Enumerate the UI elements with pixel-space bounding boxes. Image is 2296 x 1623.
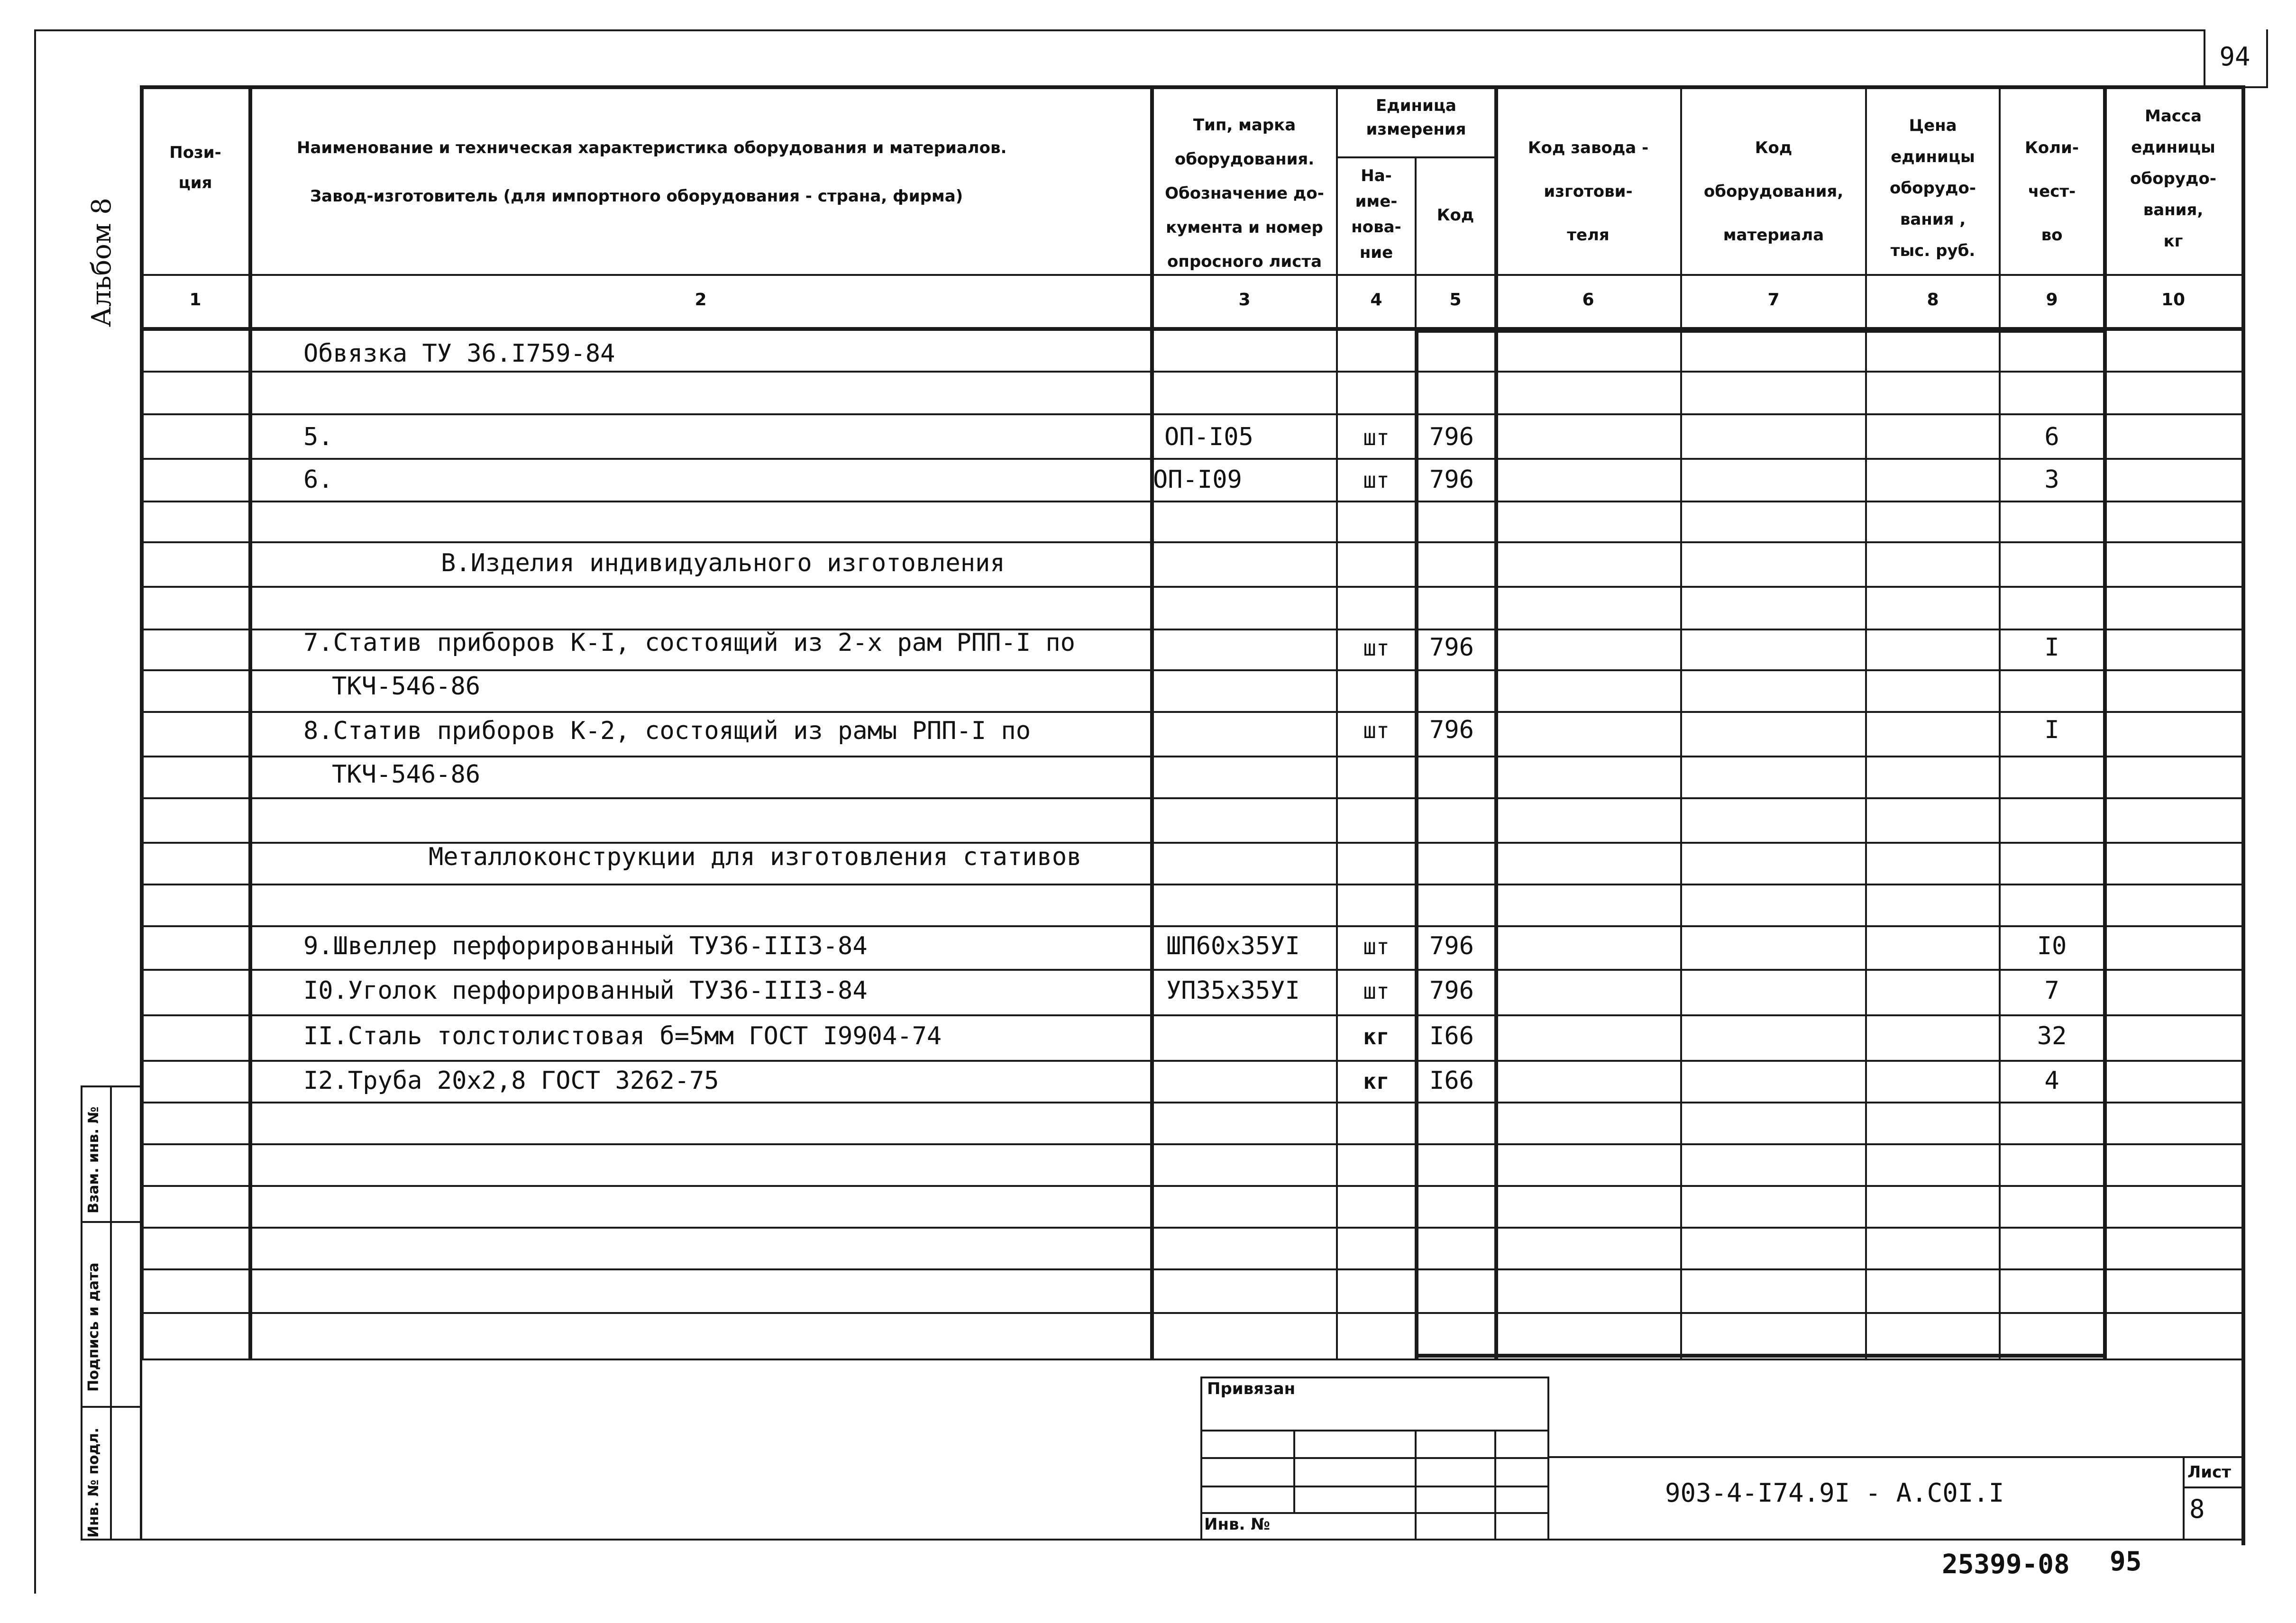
row-code-6: 796 — [1429, 716, 1474, 744]
album-label: Альбом 8 — [86, 198, 117, 327]
row-line — [140, 541, 2245, 543]
row-name-1: 5. — [303, 423, 333, 451]
row-unit-6: шт — [1363, 718, 1390, 743]
row-type-9: ШП60х35УI — [1166, 932, 1300, 960]
row-line — [140, 756, 2245, 757]
col-line-7 — [1865, 85, 1867, 1360]
table-right-border — [2241, 85, 2245, 1545]
row-line — [140, 1014, 2245, 1016]
row-name-8: Металлоконструкции для изготовления стативов — [429, 843, 1082, 871]
row-code-11: I66 — [1429, 1022, 1474, 1050]
row-qty-2: 3 — [2044, 465, 2059, 494]
header-plant-code: Код завода - изготови- теля — [1528, 138, 1649, 245]
row-line — [140, 586, 2245, 588]
side-stamp-divider-1 — [81, 1221, 142, 1223]
col-line-6 — [1680, 85, 1682, 1360]
inventory-label: Инв. № — [1204, 1515, 1271, 1534]
row-type-10: УП35х35УI — [1166, 976, 1300, 1005]
row-name-6: 8.Статив приборов К-2, состоящий из рамы РПП-I по — [303, 717, 1031, 745]
header-unit-name: На- име- нова- ние — [1351, 166, 1401, 262]
bound-vline-2 — [1415, 1430, 1417, 1541]
header-mass: Масса единицы оборудо- вания, кг — [2130, 107, 2216, 251]
row-qty-12: 4 — [2044, 1067, 2059, 1095]
sheet-box-left — [2183, 1456, 2185, 1541]
row-qty-6: I — [2044, 716, 2059, 744]
row-line — [140, 413, 2245, 415]
row-qty-4: I — [2044, 633, 2059, 662]
row-unit-4: шт — [1363, 635, 1390, 661]
col-line-5 — [1494, 85, 1498, 1360]
row-name-7: ТКЧ-546-86 — [332, 760, 481, 789]
row-name-9: 9.Швеллер перфорированный ТУ36-III3-84 — [303, 932, 868, 960]
colnum-7: 7 — [1767, 290, 1780, 310]
colnum-8: 8 — [1927, 290, 1939, 310]
bound-line-2 — [1200, 1457, 1549, 1459]
row-line — [140, 1312, 2245, 1314]
row-name-4: 7.Статив приборов К-I, состоящий из 2-х рам РПП-I по — [303, 629, 1075, 657]
title-block-top — [1549, 1456, 2241, 1458]
row-unit-1: шт — [1363, 425, 1390, 450]
row-line — [140, 1143, 2245, 1145]
table-bottom — [140, 1359, 2245, 1360]
sheet-label: Лист — [2187, 1463, 2231, 1482]
stamp-bottom — [140, 1539, 2245, 1541]
row-line — [140, 1268, 2245, 1270]
row-line — [140, 669, 2245, 671]
row-name-10: I0.Уголок перфорированный ТУ36-III3-84 — [303, 976, 868, 1005]
row-line — [140, 884, 2245, 885]
row-unit-12: кг — [1363, 1068, 1390, 1094]
row-type-2: ОП-I09 — [1153, 465, 1242, 494]
row-line — [140, 1102, 2245, 1103]
header-equipment-code: Код оборудования, материала — [1703, 138, 1844, 245]
archive-number: 25399-08 — [1942, 1549, 2070, 1580]
row-unit-2: шт — [1363, 467, 1390, 493]
colnum-2: 2 — [695, 290, 707, 310]
side-stamp-replace: Взам. инв. № — [85, 1106, 102, 1213]
sheet-number: 8 — [2189, 1494, 2205, 1524]
header-name-line2: Завод-изготовитель (для импортного оборудования - страна, фирма) — [310, 187, 963, 206]
row-name-2: 6. — [303, 465, 333, 494]
header-name-line1: Наименование и техническая характеристика оборудования и материалов. — [297, 138, 1007, 157]
stamp-left-line — [140, 1359, 142, 1541]
header-quantity: Коли- чест- во — [2025, 138, 2079, 245]
row-line — [140, 458, 2245, 460]
colnum-9: 9 — [2046, 290, 2058, 310]
row-qty-11: 32 — [2037, 1022, 2067, 1050]
frame-left-edge — [34, 29, 36, 1594]
header-position: Пози- ция — [169, 143, 221, 192]
row-code-1: 796 — [1429, 423, 1474, 451]
row-code-2: 796 — [1429, 465, 1474, 494]
side-stamp-inventory: Инв. № подл. — [85, 1427, 102, 1538]
page-number-top: 94 — [2219, 42, 2250, 72]
bound-line-3 — [1200, 1486, 1549, 1487]
row-line — [140, 371, 2245, 373]
colnum-3: 3 — [1238, 290, 1251, 310]
col-line-1 — [248, 85, 252, 1360]
row-name-11: II.Сталь толстолистовая б=5мм ГОСТ I9904-74 — [303, 1022, 942, 1050]
row-name-0: Обвязка ТУ 36.I759-84 — [303, 339, 615, 368]
row-code-9: 796 — [1429, 932, 1474, 960]
row-unit-9: шт — [1363, 934, 1390, 959]
row-line — [140, 501, 2245, 502]
bound-label: Привязан — [1207, 1379, 1296, 1398]
side-stamp-signature: Подпись и дата — [85, 1262, 102, 1392]
colnum-10: 10 — [2161, 290, 2186, 310]
row-qty-1: 6 — [2044, 423, 2059, 451]
row-line — [140, 1185, 2245, 1187]
row-line — [140, 797, 2245, 799]
row-line — [140, 711, 2245, 713]
row-qty-9: I0 — [2037, 932, 2067, 960]
unit-subheader-line — [1336, 156, 1494, 158]
document-code: 903-4-I74.9I - А.С0I.I — [1665, 1478, 2004, 1508]
colnum-5: 5 — [1449, 290, 1462, 310]
col-line-9 — [2103, 85, 2107, 1360]
row-name-12: I2.Труба 20х2,8 ГОСТ 3262-75 — [303, 1067, 719, 1095]
footer-page: 95 — [2110, 1546, 2142, 1577]
header-type: Тип, марка оборудования. Обозначение до- кумента и номер опросного листа — [1165, 116, 1324, 271]
header-unit-code: Код — [1436, 206, 1474, 225]
bound-vline-1 — [1293, 1430, 1295, 1512]
side-stamp-divider-2 — [81, 1406, 142, 1408]
colnum-6: 6 — [1582, 290, 1594, 310]
sheet-box-divider — [2183, 1486, 2243, 1488]
bound-vline-3 — [1494, 1430, 1496, 1541]
header-unit-group: Единица измерения — [1366, 96, 1466, 139]
header-price: Цена единицы оборудо- вания , тыс. руб. — [1890, 116, 1976, 260]
colnum-1: 1 — [189, 290, 201, 310]
bound-line-1 — [1200, 1430, 1549, 1432]
row-code-4: 796 — [1429, 633, 1474, 662]
row-line — [140, 925, 2245, 927]
side-stamp-divider-v — [110, 1085, 112, 1541]
row-qty-10: 7 — [2044, 976, 2059, 1005]
code-block-top — [1415, 329, 2107, 333]
row-unit-10: шт — [1363, 978, 1390, 1004]
row-code-12: I66 — [1429, 1067, 1474, 1095]
bound-line-4 — [1200, 1512, 1549, 1514]
row-line — [140, 1227, 2245, 1229]
row-unit-11: кг — [1363, 1024, 1390, 1049]
row-line — [140, 969, 2245, 971]
code-block-bottom — [1415, 1354, 2107, 1358]
frame-top-edge — [34, 29, 2205, 31]
row-line — [140, 1060, 2245, 1062]
row-name-5: ТКЧ-546-86 — [332, 672, 481, 701]
code-block-left — [1415, 329, 1418, 1360]
table-top-border — [140, 85, 2245, 89]
row-type-1: ОП-I05 — [1164, 423, 1253, 451]
row-code-10: 796 — [1429, 976, 1474, 1005]
colnum-4: 4 — [1370, 290, 1382, 310]
row-name-3: В.Изделия индивидуального изготовления — [441, 549, 1005, 577]
